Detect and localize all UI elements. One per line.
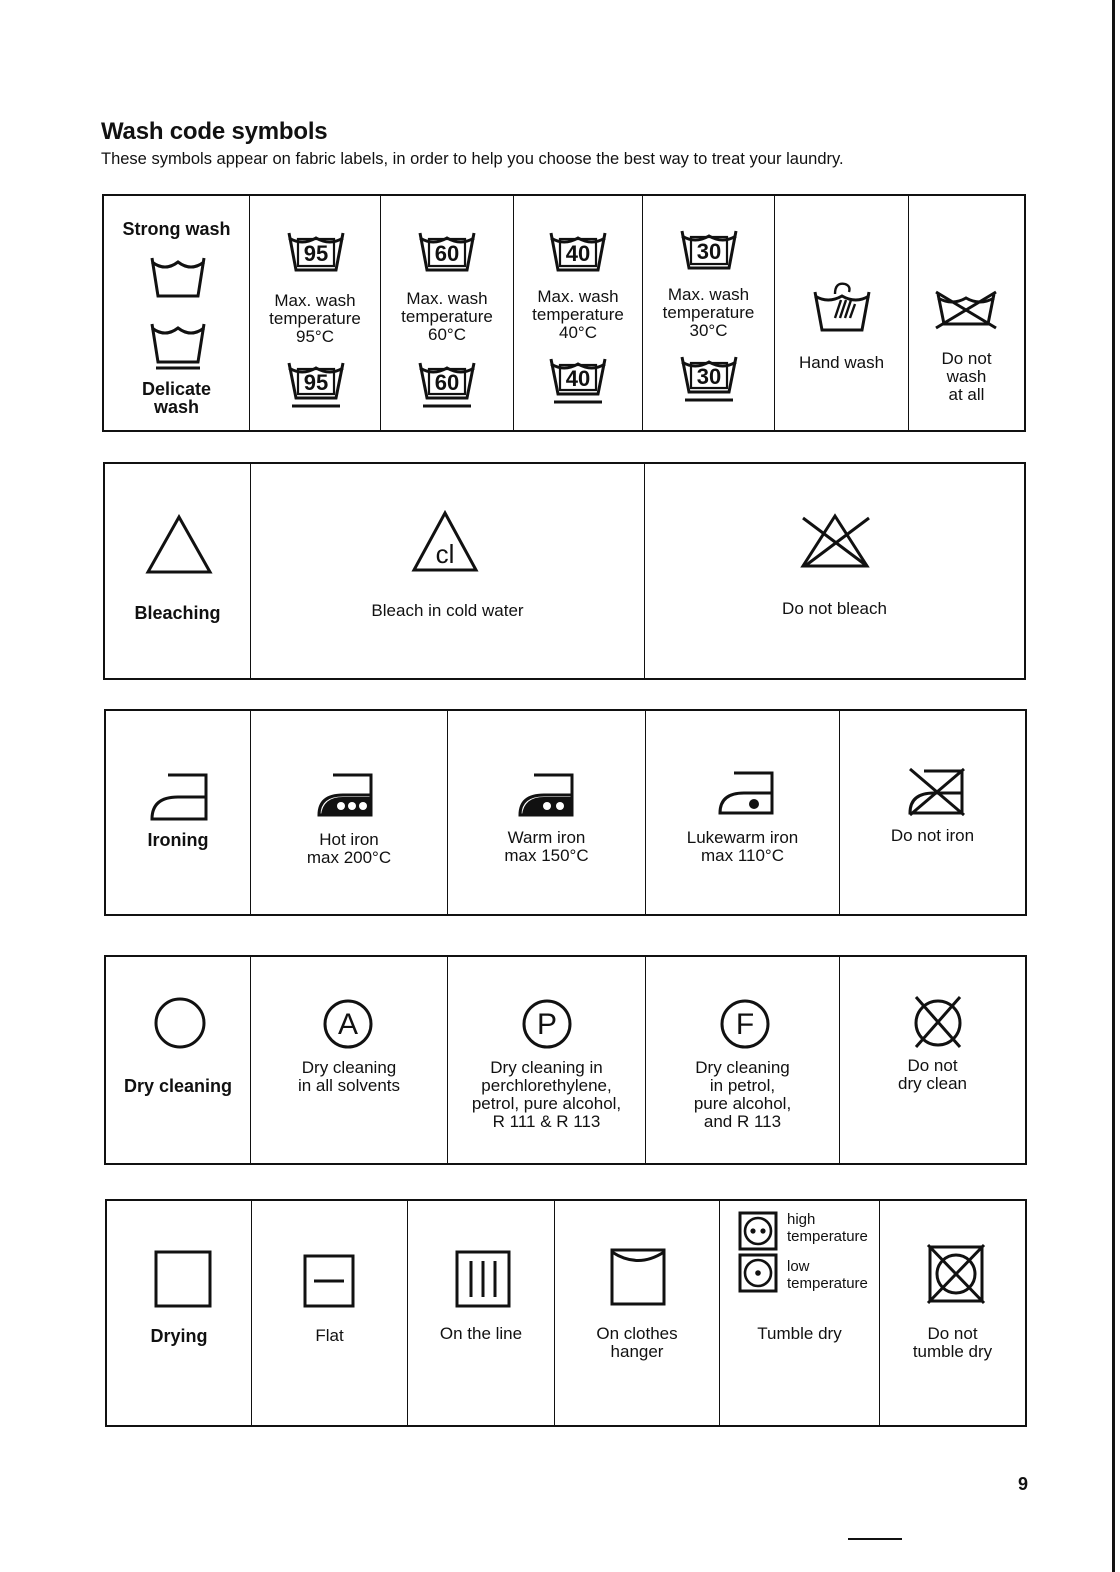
svg-text:30: 30 [696,364,722,389]
hanger-dry-label: On clothes hanger [596,1324,678,1361]
drying-label: Drying [150,1326,208,1346]
lukewarm-iron-icon [716,769,776,817]
dry-clean-p-cell [448,957,646,1163]
dry-clean-p-label: Dry cleaning in perchlorethylene, petrol, pure alcohol, R 111 & R 113 [471,1058,622,1131]
ironing-label: Ironing [147,830,209,850]
wash-95-cell [250,196,381,430]
svg-text:40: 40 [565,366,591,391]
page-edge-bar [1112,0,1115,1572]
no-wash-cell [909,196,1024,430]
do-not-dry-clean-label: Do not dry clean [898,1056,967,1093]
bleach-cold-cell [251,464,645,678]
svg-text:30: 30 [696,239,722,264]
warm-iron-cell [448,711,646,914]
hot-iron-icon [315,771,375,819]
ironing-panel [104,709,1027,916]
washing-panel [102,194,1026,432]
wash-type-cell [104,196,250,430]
dry-clean-p-icon [520,997,574,1051]
svg-text:95: 95 [303,370,329,395]
svg-text:cl: cl [435,539,455,569]
strong-wash-label: Strong wash [122,219,231,239]
wash-30-cell [643,196,775,430]
wash-40-delicate-icon [548,356,608,406]
dry-clean-a-icon [321,997,375,1051]
svg-text:P: P [536,1008,558,1041]
line-dry-cell [408,1201,555,1425]
strong-wash-tub-icon [148,256,208,300]
bleach-triangle-icon [145,514,213,576]
flat-dry-cell [252,1201,408,1425]
wash-30-icon [679,228,739,272]
no-tumble-cell [880,1201,1025,1425]
drying-panel [105,1199,1027,1427]
do-not-bleach-label: Do not bleach [782,599,887,618]
svg-text:F: F [735,1008,755,1041]
svg-text:A: A [337,1008,359,1041]
wash-40-label: Max. wash temperature 40°C [532,287,624,342]
hand-wash-icon [811,278,873,334]
ironing-type-cell [106,711,251,914]
dry-clean-circle-icon [152,995,208,1051]
hand-wash-label: Hand wash [798,353,885,372]
svg-text:95: 95 [303,241,329,266]
bleaching-type-cell [105,464,251,678]
dry-cleaning-type-cell [106,957,251,1163]
line-dry-label: On the line [439,1324,523,1343]
iron-icon [148,771,212,823]
warm-iron-icon [516,771,576,819]
page-title: Wash code symbols [101,118,328,145]
lukewarm-iron-cell [646,711,840,914]
bleaching-label: Bleaching [134,603,221,623]
tumble-dry-cell [720,1201,880,1425]
do-not-wash-icon [933,290,999,330]
wash-30-delicate-icon [679,354,739,404]
wash-60-label: Max. wash temperature 60°C [401,289,493,344]
dry-clean-f-cell [646,957,840,1163]
wash-30-label: Max. wash temperature 30°C [662,285,755,340]
warm-iron-label: Warm iron max 150°C [504,828,589,865]
do-not-tumble-dry-label: Do not tumble dry [912,1324,993,1361]
line-dry-icon [454,1249,512,1309]
delicate-wash-tub-icon [148,320,208,370]
no-dry-clean-cell [840,957,1025,1163]
tumble-low-label: low temperature [787,1258,868,1292]
wash-60-cell [381,196,514,430]
svg-text:60: 60 [434,241,460,266]
page-number: 9 [1018,1474,1029,1494]
footer-rule [848,1538,902,1540]
lukewarm-iron-label: Lukewarm iron max 110°C [686,828,799,865]
no-bleach-cell [645,464,1024,678]
flat-dry-icon [302,1253,356,1309]
svg-text:40: 40 [565,241,591,266]
hanger-dry-cell [555,1201,720,1425]
dry-clean-a-label: Dry cleaning in all solvents [297,1058,401,1095]
wash-60-delicate-icon [417,360,477,410]
do-not-bleach-icon [797,512,873,570]
drying-type-cell [107,1201,252,1425]
dry-clean-f-icon [718,997,772,1051]
tumble-high-label: high temperature [787,1211,868,1245]
tumble-dry-low-icon [738,1253,778,1293]
no-iron-cell [840,711,1025,914]
do-not-iron-icon [906,765,968,819]
do-not-dry-clean-icon [910,993,966,1049]
wash-95-delicate-icon [286,360,346,410]
wash-40-cell [514,196,643,430]
do-not-tumble-dry-icon [926,1243,986,1305]
bleach-cl-icon [411,510,479,574]
hanger-dry-icon [609,1247,667,1307]
dry-cleaning-panel [104,955,1027,1165]
wash-95-label: Max. wash temperature 95°C [269,291,361,346]
wash-95-icon [286,230,346,274]
tumble-dry-high-icon [738,1211,778,1251]
delicate-wash-label: Delicate wash [141,379,212,417]
drying-square-icon [153,1249,213,1309]
dry-clean-f-label: Dry cleaning in petrol, pure alcohol, and R 113 [693,1058,792,1131]
bleach-cold-label: Bleach in cold water [371,601,524,620]
do-not-wash-label: Do not wash at all [941,349,992,404]
flat-dry-label: Flat [315,1326,344,1345]
hand-wash-cell [775,196,909,430]
page-subtitle: These symbols appear on fabric labels, in order to help you choose the best way to treat your laundry. [101,150,844,168]
wash-60-icon [417,230,477,274]
dry-clean-a-cell [251,957,448,1163]
hot-iron-cell [251,711,448,914]
hot-iron-label: Hot iron max 200°C [306,830,392,867]
wash-40-icon [548,230,608,274]
svg-text:60: 60 [434,370,460,395]
bleaching-panel [103,462,1026,680]
dry-cleaning-label: Dry cleaning [123,1076,233,1096]
do-not-iron-label: Do not iron [890,826,975,845]
tumble-dry-label: Tumble dry [757,1324,842,1343]
